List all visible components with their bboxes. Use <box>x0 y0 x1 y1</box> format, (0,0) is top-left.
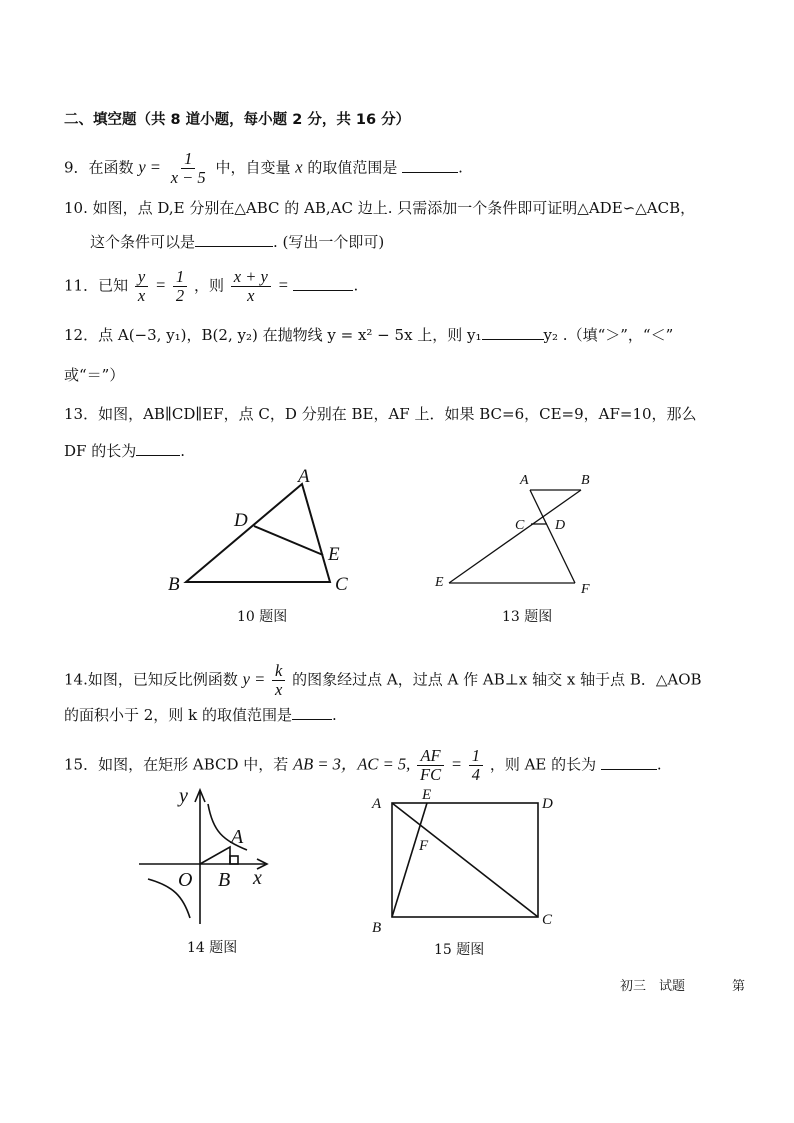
segment-be <box>392 803 427 917</box>
q12-number: 12． <box>64 326 99 344</box>
triangle-abc <box>186 484 330 582</box>
label-c: C <box>335 574 348 595</box>
label-d: D <box>555 518 566 533</box>
question-10 <box>64 198 695 218</box>
q15-equals: = <box>450 754 462 774</box>
figure-15-rectangle <box>365 782 565 942</box>
q15-conditions: AB = 3，AC = 5, <box>293 754 411 774</box>
q15-v-denominator: 4 <box>471 765 481 784</box>
q10-line2-b: . (写出一个即可) <box>273 233 385 251</box>
q11-fraction-y-over-x <box>135 268 148 305</box>
q14-fraction <box>272 662 285 699</box>
q11-text-a: 已知 <box>98 276 129 295</box>
question-9 <box>64 150 463 187</box>
label-e: E <box>328 544 340 565</box>
triangle-aob <box>200 847 230 864</box>
label-b: B <box>168 574 180 595</box>
q15-text-b: ，则 AE 的长为 <box>489 755 597 774</box>
label-a: A <box>372 796 382 812</box>
q13-text: 如图，AB∥CD∥EF，点 C，D 分别在 BE，AF 上．如果 BC=6，CE=9，AF=10，那么 <box>98 405 697 423</box>
section-heading: 二、填空题（共 8 道小题，每小题 2 分，共 16 分） <box>64 112 411 128</box>
question-13 <box>64 404 697 424</box>
figure-13-caption: 13 题图 <box>502 609 553 625</box>
label-d: D <box>234 510 248 531</box>
q15-fraction-one-quarter <box>469 747 483 784</box>
q14-answer-blank <box>292 705 332 720</box>
q14-line2-b: . <box>331 706 337 724</box>
figure-15-caption: 15 题图 <box>434 942 485 958</box>
q12-text-b: y₂ .（填“＞”，“＜” <box>543 326 674 344</box>
question-14-line-2 <box>64 705 337 725</box>
q9-end: . <box>458 158 463 177</box>
footer-right: 第 <box>732 979 746 994</box>
q9-numerator: 1 <box>181 150 195 169</box>
q10-answer-blank <box>195 232 273 247</box>
label-a: A <box>298 466 310 487</box>
q9-denominator: x − 5 <box>170 168 206 187</box>
q11-answer-blank <box>293 276 353 291</box>
label-e: E <box>435 575 444 590</box>
q11-f1-numerator: y <box>135 268 148 287</box>
q15-text-a: 如图，在矩形 ABCD 中，若 <box>98 755 289 774</box>
q14-y: y = <box>242 669 266 689</box>
q15-answer-blank <box>601 755 657 770</box>
q9-y: y = <box>138 157 161 177</box>
segment-de <box>254 526 323 555</box>
label-b: B <box>581 473 590 488</box>
q11-f3-denominator: x <box>247 286 255 305</box>
q13-line2-b: . <box>180 442 185 460</box>
q10-line2-a: 这个条件可以是 <box>90 233 196 251</box>
q15-fraction-af-fc <box>417 747 444 784</box>
label-c: C <box>542 912 553 928</box>
question-12 <box>64 325 673 345</box>
q10-number: 10. <box>64 199 88 217</box>
figure-14-hyperbola <box>135 780 285 930</box>
q15-v-numerator: 1 <box>469 747 483 766</box>
q9-text-c: 的取值范围是 <box>307 158 398 177</box>
q12-answer-blank <box>482 325 544 340</box>
label-y: y <box>179 785 188 807</box>
q14-number: 14. <box>64 670 88 689</box>
q15-end: . <box>656 755 662 774</box>
q9-fraction <box>168 150 209 187</box>
q11-equals-1: = <box>155 275 167 295</box>
question-12-line-2: 或“＝”） <box>64 366 125 384</box>
q12-text: 点 A(−3, y₁)，B(2, y₂) 在抛物线 y = x² − 5x 上，则 y₁ <box>98 326 482 344</box>
label-f: F <box>581 582 590 597</box>
label-x: x <box>253 867 262 889</box>
figure-10-caption: 10 题图 <box>237 609 288 625</box>
q11-f2-numerator: 1 <box>173 268 187 287</box>
q14-text-b: 的图象经过点 A，过点 A 作 AB⊥x 轴交 x 轴于点 B．△AOB <box>292 670 702 689</box>
q11-number: 11． <box>64 276 99 295</box>
q11-fraction-target <box>231 268 271 305</box>
q15-f-numerator: AF <box>417 747 443 766</box>
q13-number: 13． <box>64 405 99 423</box>
label-e: E <box>422 787 432 803</box>
q13-answer-blank <box>136 441 180 456</box>
q11-text-b: ，则 <box>193 276 224 295</box>
q9-text-b: 中，自变量 <box>215 158 291 177</box>
q11-f1-denominator: x <box>137 286 146 305</box>
label-c: C <box>515 518 525 533</box>
segment-be <box>449 490 581 583</box>
q15-number: 15． <box>64 755 99 774</box>
q11-fraction-one-half <box>173 268 187 305</box>
q9-text-a: 在函数 <box>88 158 134 177</box>
footer-left: 初三 试题 <box>620 979 686 994</box>
label-o: O <box>178 869 193 891</box>
q11-f3-numerator: x + y <box>231 268 271 287</box>
question-15 <box>64 747 662 784</box>
q9-number: 9． <box>64 158 89 177</box>
label-f: F <box>419 838 429 854</box>
label-d: D <box>542 796 553 812</box>
q14-denominator: x <box>275 680 283 699</box>
label-b: B <box>372 920 382 936</box>
q10-text: 如图，点 D,E 分别在△ABC 的 AB,AC 边上. 只需添加一个条件即可证明△ADE∽△ACB， <box>92 199 696 217</box>
figure-14-caption: 14 题图 <box>187 940 238 956</box>
q15-f-denominator: FC <box>419 765 442 784</box>
right-angle-mark <box>230 856 238 864</box>
q9-var: x <box>295 157 303 177</box>
label-b: B <box>218 869 231 891</box>
figure-10-triangle <box>160 462 360 602</box>
label-a: A <box>520 473 529 488</box>
q11-equals-2: = <box>277 275 289 295</box>
question-10-line-2 <box>90 232 384 252</box>
diagonal-ac <box>392 803 538 917</box>
label-a: A <box>231 826 244 848</box>
q11-f2-denominator: 2 <box>175 286 185 305</box>
segment-af <box>530 490 575 583</box>
q14-line2-a: 的面积小于 2，则 k 的取值范围是 <box>64 706 292 724</box>
q11-end: . <box>353 276 359 295</box>
question-13-line-2 <box>64 441 185 461</box>
q9-answer-blank <box>402 158 458 173</box>
question-11 <box>64 268 358 305</box>
figure-13-parallels <box>425 468 605 598</box>
question-14 <box>64 662 702 699</box>
q14-text-a: 如图，已知反比例函数 <box>87 670 238 689</box>
q14-numerator: k <box>272 662 285 681</box>
q13-line2-a: DF 的长为 <box>64 442 137 460</box>
